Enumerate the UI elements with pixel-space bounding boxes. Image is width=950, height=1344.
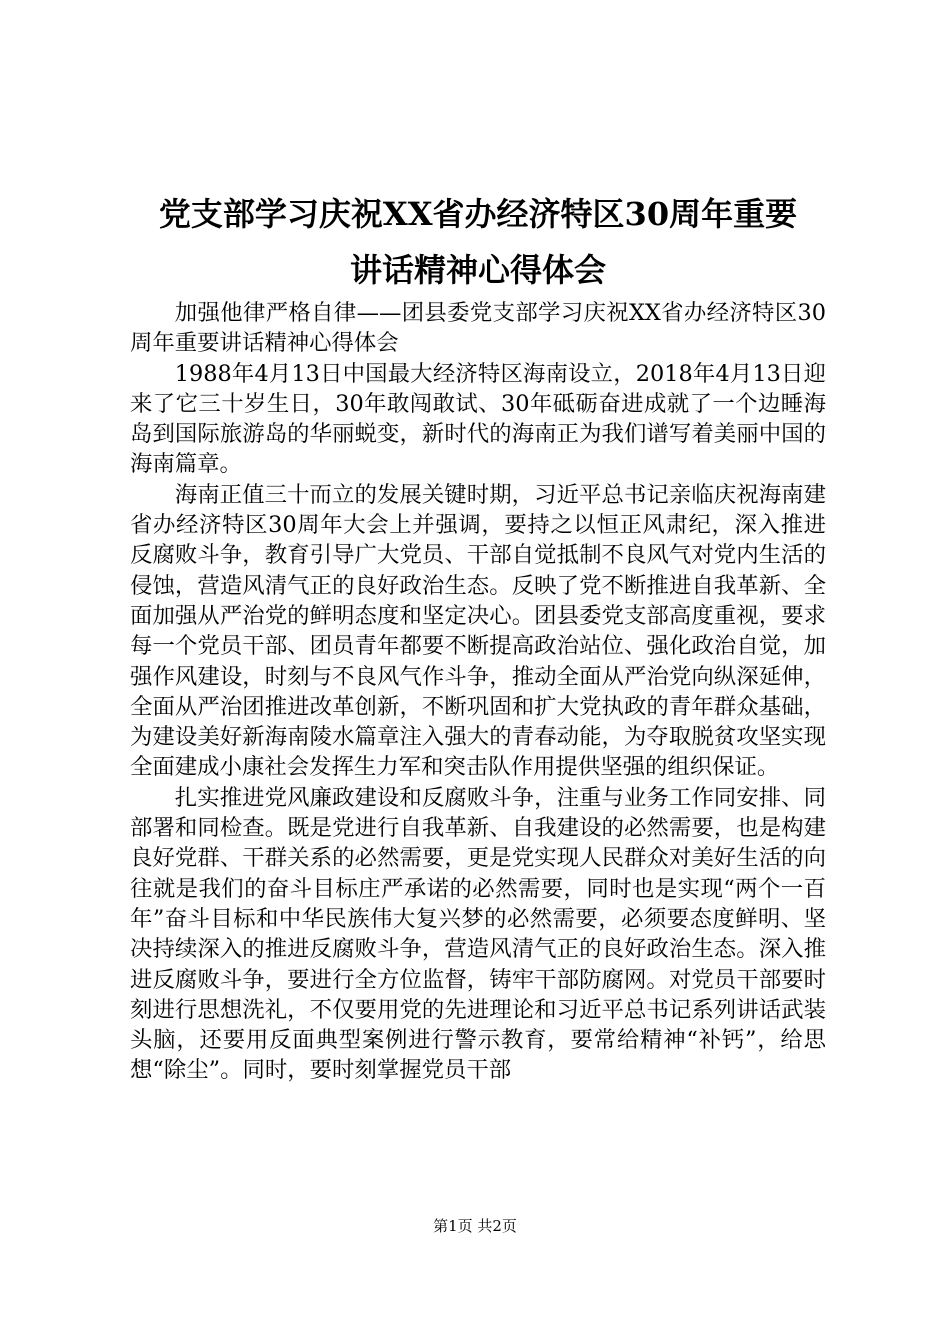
paragraph-intro: 1988年4月13日中国最大经济特区海南设立，2018年4月13日迎来了它三十岁生日，30年敢闯敢试、30年砥砺奋进成就了一个边睡海岛到国际旅游岛的华丽蜕变，新时代的海南正为我们谱写着美丽中国的海南篇章。 <box>130 360 826 478</box>
paragraph-key-period: 海南正值三十而立的发展关键时期，习近平总书记亲临庆祝海南建省办经济特区30周年大会上并强调，要持之以恒正风肃纪，深入推进反腐败斗争，教育引导广大党员、干部自觉抵制不良风气对党内生活的侵蚀，营造风清气正的良好政治生态。反映了党不断推进自我革新、全面加强从严治党的鲜明态度和坚定决心。团县委党支部高度重视，要求每一个党员干部、团员青年都要不断提高政治站位、强化政治自觉，加强作风建设，时刻与不良风气作斗争，推动全面从严治党向纵深延伸，全面从严治团推进改革创新，不断巩固和扩大党执政的青年群众基础，为建设美好新海南陵水篇章注入强大的青春动能，为夺取脱贫攻坚实现全面建成小康社会发挥生力军和突击队作用提供坚强的组织保证。 <box>130 481 826 781</box>
paragraph-subtitle: 加强他律严格自律——团县委党支部学习庆祝XX省办经济特区30周年重要讲话精神心得体会 <box>130 300 826 357</box>
document-page <box>130 186 826 1086</box>
title-line-2: 讲话精神心得体会 <box>349 251 606 289</box>
document-title <box>130 186 826 298</box>
paragraph-anti-corruption: 扎实推进党风廉政建设和反腐败斗争，注重与业务工作同安排、同部署和同检查。既是党进行自我革新、自我建设的必然需要，也是构建良好党群、干群关系的必然需要，更是党实现人民群众对美好生活的向往就是我们的奋斗目标庄严承诺的必然需要，同时也是实现“两个一百年”奋斗目标和中华民族伟大复兴梦的必然需要，必须要态度鲜明、坚决持续深入的推进反腐败斗争，营造风清气正的良好政治生态。深入推进反腐败斗争，要进行全方位监督，铸牢干部防腐网。对党员干部要时刻进行思想洗礼，不仅要用党的先进理论和习近平总书记系列讲话武装头脑，还要用反面典型案例进行警示教育，要常给精神“补钙”，给思想“除尘”。同时，要时刻掌握党员干部 <box>130 784 826 1084</box>
document-body <box>130 298 826 1086</box>
page-number-footer: 第1页 共2页 <box>433 1217 517 1235</box>
title-line-1: 党支部学习庆祝XX省办经济特区30周年重要 <box>158 195 798 233</box>
